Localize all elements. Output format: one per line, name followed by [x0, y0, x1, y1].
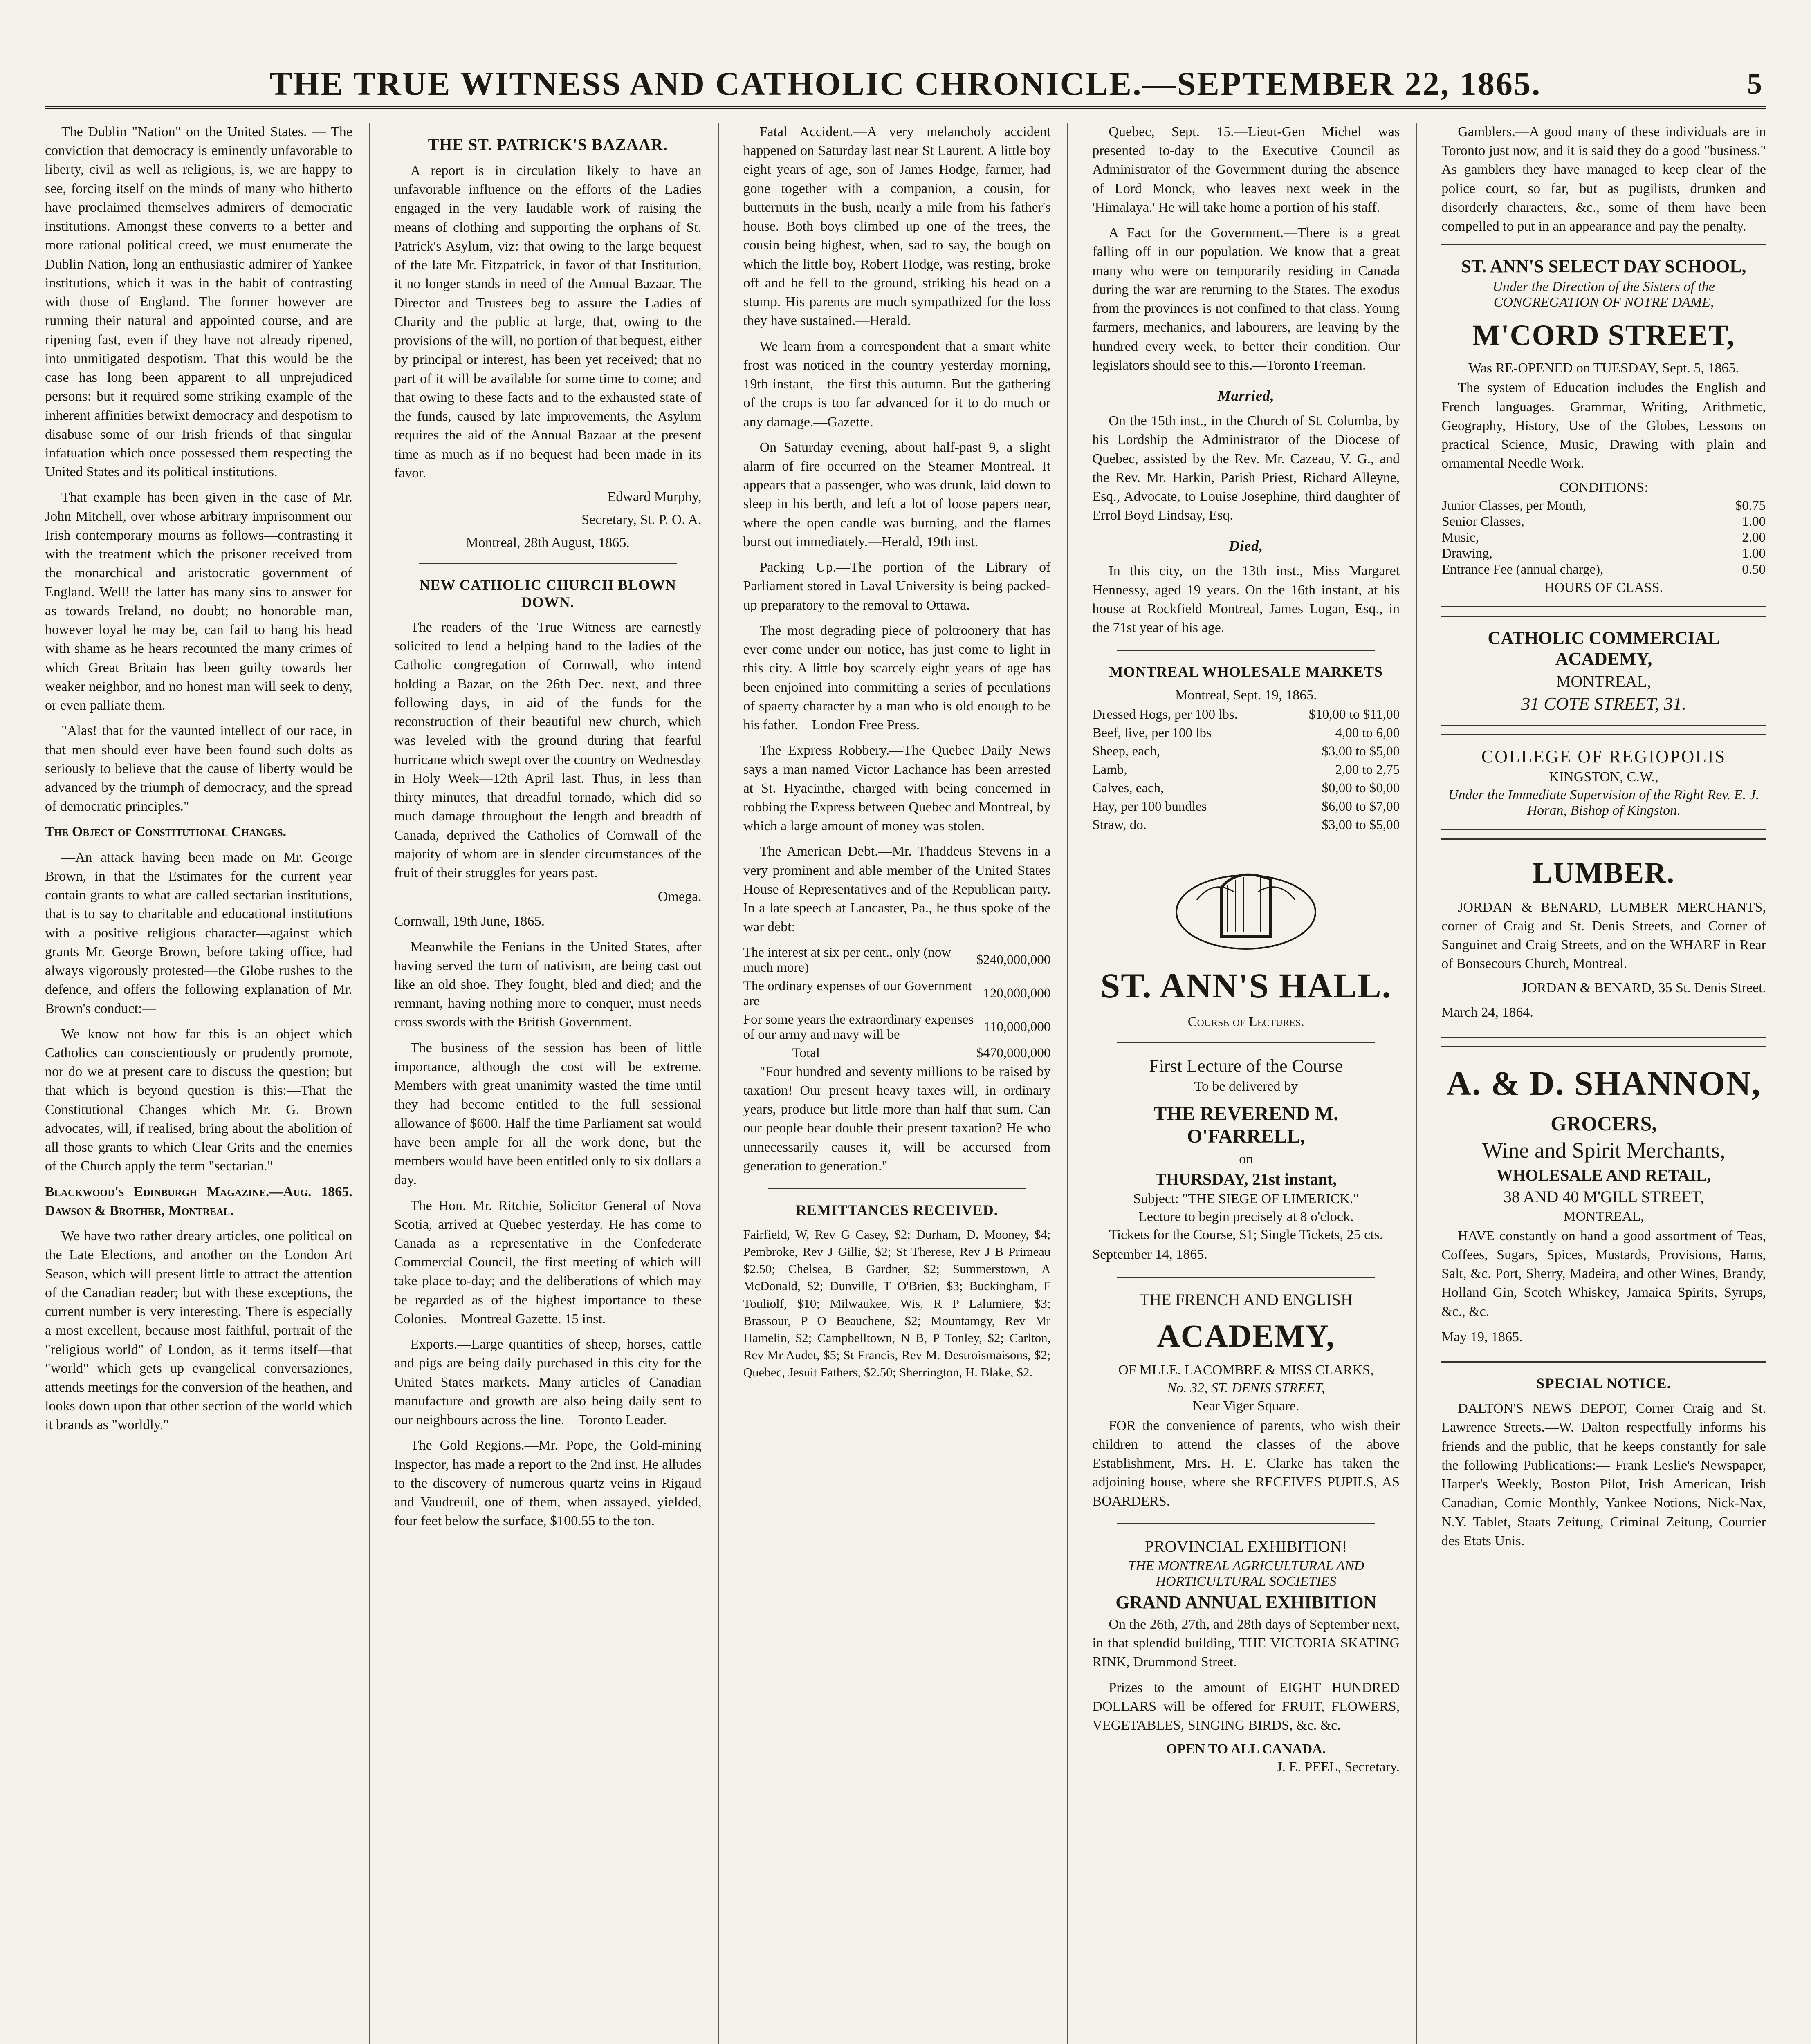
article-robbery: The Express Robbery.—The Quebec Daily News says a man named Victor Lachance has been arrested at St. Hyacinthe, charged with being concerned in robbing the Express between Quebec and Montreal, by which a large amount of money was stolen.	[743, 743, 1051, 834]
debt-row: For some years the extraordinary expenses of our army and navy will be 110,000,000	[743, 1012, 1051, 1042]
market-row: Lamb, 2,00 to 2,75	[1092, 762, 1400, 778]
ad-shannon	[1441, 1046, 1766, 1363]
article-frost: We learn from a correspondent that a smart white frost was noticed in the country yesterday morning, 19th instant,—the first this autumn. But the gathering of the crops is too far advanced for it to do much or any damage.—Gazette.	[743, 338, 1051, 430]
shannon-wine: Wine and Spirit Merchants,	[1482, 1138, 1726, 1163]
lecture-subject: Subject: "THE SIEGE OF LIMERICK."	[1133, 1191, 1359, 1207]
article-constitutional-cont: We know not how far this is an object which Catholics can conscientiously or prudently promote, nor do we at present care to discuss the question; but that which is beyond question is this:—That the Constitutional Changes which Mr. G. Brown advocates, will, if realised, bring about the abolition of all those grants to which Clear Grits and the enemies of the Church apply the term "sectarian."	[45, 1026, 352, 1174]
column-3	[743, 123, 1068, 2044]
shannon-date: May 19, 1865.	[1441, 1329, 1523, 1345]
article-accident: Fatal Accident.—A very melancholy accident happened on Saturday last near St Laurent. A little boy eight years of age, son of James Hodge, farmer, had gone together with a companion, a cousin, for butternuts in the bush, nearly a mile from his father's house. Both boys climbed up one of the trees, the cousin being highest, when, sad to say, the bough on which the little boy, Robert Hodge, was resting, broke off and he fell to the ground, striking his head on a stump. His parents are much sympathized for the loss they have sustained.—Herald.	[743, 124, 1051, 329]
debt-row: The interest at six per cent., only (now much more) $240,000,000	[743, 945, 1051, 975]
article-quebec: Quebec, Sept. 15.—Lieut-Gen Michel was presented to-day to the Executive Council as Administrator of the Government during the absence of Lord Monck, who leaves next week in the 'Himalaya.' He will take home a portion of his staff.	[1092, 124, 1400, 215]
article-gamblers: Gamblers.—A good many of these individuals are in Toronto just now, and it is said they do a good "business." As gamblers they have managed to keep clear of the police court, so far, but as pugilists, drunken and disorderly characters, &c., some of them have been compelled to put in an appearance and pay the penalty.	[1441, 124, 1766, 234]
article-debt-quote: "Four hundred and seventy millions to be raised by taxation! Our present heavy taxes will, in ordinary years, produce but little more than half that sum. Can our people bear double their present taxation? He who unnecessarily causes it, will be accursed from generation to generation."	[743, 1064, 1051, 1174]
page-number: 5	[1747, 67, 1762, 100]
lecture-by: To be delivered by	[1194, 1079, 1298, 1094]
column-5	[1441, 123, 1766, 2044]
exhibition-name: GRAND ANNUAL EXHIBITION	[1115, 1592, 1377, 1612]
market-row: Sheep, each, $3,00 to $5,00	[1092, 744, 1400, 759]
divider	[1117, 1042, 1375, 1043]
lecture-time: Lecture to begin precisely at 8 o'clock.	[1138, 1209, 1354, 1225]
lecture-date: THURSDAY, 21st instant,	[1155, 1170, 1337, 1189]
divider	[768, 1188, 1026, 1189]
lecture-on: on	[1239, 1152, 1253, 1167]
article-fact: A Fact for the Government.—There is a great falling off in our population. We know that a great many who were on temporarily residing in Canada during the war are returning to the States. The exodus from the provinces is not confined to that class. Young farmers, mechanics, and labourers, are leaving by the hundred every week, to better their condition. Our legislators should see to this.—Toronto Freeman.	[1092, 225, 1400, 373]
heading-church: NEW CATHOLIC CHURCH BLOWN DOWN.	[419, 576, 677, 610]
heading-markets: MONTREAL WHOLESALE MARKETS	[1109, 663, 1383, 680]
dateline-cornwall: Cornwall, 19th June, 1865.	[394, 914, 545, 929]
market-row: Straw, do. $3,00 to $5,00	[1092, 818, 1400, 833]
hours-heading: HOURS OF CLASS.	[1544, 580, 1663, 595]
article-blackwood: We have two rather dreary articles, one political on the Late Elections, and another on the London Art Season, which will present little to attract the attention of the Canadian reader; but with these exceptions, the current number is very interesting. There is especially a most excellent, because most faithful, portrait of the "religious world" of London, as it terms itself—that "world" which gets up evangelical conversaziones, attends meetings for the conversion of the heathen, and looks down upon that other section of the world which it brands as "worldly."	[45, 1228, 352, 1433]
college-under: Under the Immediate Supervision of the Right Rev. E. J. Horan, Bishop of Kingston.	[1448, 787, 1759, 818]
hall-title: ST. ANN'S HALL.	[1100, 966, 1392, 1006]
notice-married: On the 15th inst., in the Church of St. Columba, by his Lordship the Administrator of the Diocese of Quebec, assisted by the Rev. Mr. Cazeau, V. G., and the Rev. Mr. Harkin, Parish Priest, Richard Alleyne, Esq., Advocate, to Louise Josephine, third daughter of Errol Boyd Lindsay, Esq.	[1092, 413, 1400, 523]
exhibition-held: On the 26th, 27th, and 28th days of September next, in that splendid building, THE VICTORIA SKATING RINK, Drummond Street.	[1092, 1616, 1400, 1670]
exhibition-open: OPEN TO ALL CANADA.	[1166, 1741, 1326, 1757]
school-direction: Under the Direction of the Sisters of the CONGREGATION OF NOTRE DAME,	[1492, 279, 1715, 310]
lumber-signature: JORDAN & BENARD, 35 St. Denis Street.	[1522, 980, 1766, 995]
article-poltroonery: The most degrading piece of poltroonery that has ever come under our notice, has just come to light in this city. A little boy scarcely eight years of age has been enjoined into committing a series of peculations of spaerty character by a man who is old enough to be his father.—London Free Press.	[743, 623, 1051, 733]
column-4	[1092, 123, 1417, 2044]
column-1	[45, 123, 370, 2044]
exhibition-prizes: Prizes to the amount of EIGHT HUNDRED DOLLARS will be offered for FRUIT, FLOWERS, VEGETABLES, SINGING BIRDS, &c. &c.	[1092, 1680, 1400, 1733]
signature-title: Secretary, St. P. O. A.	[581, 512, 702, 527]
exhibition-societies: THE MONTREAL AGRICULTURAL AND HORTICULTURAL SOCIETIES	[1128, 1558, 1364, 1589]
debt-row: The ordinary expenses of our Government are 120,000,000	[743, 978, 1051, 1009]
heading-died: Died,	[1229, 538, 1263, 554]
article-nation-quote: "Alas! that for the vaunted intellect of our race, in that men should ever have been found such dolts as seriously to believe that the cause of liberty would be advanced by the triumph of democracy, and the spread of democratic principles."	[45, 723, 352, 814]
school-text: The system of Education includes the English and French languages. Grammar, Writing, Arithmetic, Geography, History, Use of the Globes, Lessons on practical Science, Music, Drawing with plain and ornamental Needle Work.	[1441, 380, 1766, 471]
divider	[1117, 1523, 1375, 1524]
columns	[45, 123, 1766, 2044]
debt-row-total: Total $470,000,000	[792, 1045, 1051, 1060]
article-church: The readers of the True Witness are earnestly solicited to lend a helping hand to the ladies of the Catholic congregation of Cornwall, who intend holding a Bazar, on the 26th Dec. next, and three following days, in aid of the funds for the reconstruction of their beautiful new church, which was leveled with the ground during that fearful hurricane which swept over the country on Wednesday in Holy Week—12th April last. Thus, in less than thirty minutes, that dreadful tornado, which did so much damage throughout the length and breadth of Canada, deprived the Catholics of Cornwall of the majority of whom are in slender circumstances of the fruit of their struggles for years past.	[394, 619, 702, 881]
newspaper-title: THE TRUE WITNESS AND CATHOLIC CHRONICLE.—SEPTEMBER 22, 1865.	[269, 65, 1542, 102]
lecture-heading: First Lecture of the Course	[1149, 1056, 1343, 1076]
shannon-text: HAVE constantly on hand a good assortment of Teas, Coffees, Sugars, Spices, Mustards, Provisions, Hams, Salt, &c. Port, Sherry, Madeira, and other Wines, Brandy, Holland Gin, Scotch Whiskey, Jamaica Spirits, Syrups, &c., &c.	[1441, 1228, 1766, 1319]
lumber-date: March 24, 1864.	[1441, 1004, 1533, 1020]
heading-married: Married,	[1217, 388, 1275, 404]
article-exports: Exports.—Large quantities of sheep, horses, cattle and pigs are being daily purchased in this city for the United States markets. Many articles of Canadian manufacture and growth are also being daily sent to our neighbours across the line.—Toronto Leader.	[394, 1337, 702, 1428]
college-title: COLLEGE OF REGIOPOLIS	[1481, 746, 1726, 766]
academy-near: Near Viger Square.	[1192, 1398, 1299, 1414]
college-city: KINGSTON, C.W.,	[1549, 769, 1658, 784]
shannon-address: 38 AND 40 M'GILL STREET,	[1503, 1187, 1704, 1206]
heading-constitutional: The Object of Constitutional Changes.	[45, 824, 287, 840]
market-row: Hay, per 100 bundles $6,00 to $7,00	[1092, 799, 1400, 814]
catholic-city: MONTREAL,	[1556, 672, 1652, 690]
market-row: Beef, live, per 100 lbs 4,00 to 6,00	[1092, 726, 1400, 741]
article-debt: The American Debt.—Mr. Thaddeus Stevens in a very prominent and able member of the United States House of Representatives and of the Republican party. In a late speech at Lancaster, Pa., he thus spoke of the war debt:—	[743, 844, 1051, 935]
signature-date: Montreal, 28th August, 1865.	[466, 535, 630, 550]
divider	[419, 563, 677, 564]
lumber-text: JORDAN & BENARD, LUMBER MERCHANTS, corner of Craig and St. Denis Streets, and Corner of Sanguinet and Craig Streets, and on the WHARF in Rear of Bonsecours Church, Montreal.	[1441, 899, 1766, 972]
academy-heading: THE FRENCH AND ENGLISH	[1139, 1290, 1353, 1309]
exhibition-heading: PROVINCIAL EXHIBITION!	[1144, 1537, 1347, 1555]
divider	[1117, 1277, 1375, 1278]
heading-bazaar: THE ST. PATRICK'S BAZAAR.	[428, 135, 668, 154]
article-ritchie: The Hon. Mr. Ritchie, Solicitor General of Nova Scotia, arrived at Quebec yesterday. He has come to Canada as a representative in the Confederate Commercial Council, the first meeting of which will take place to-day; and the deliberations of which may be regarded as of the highest importance to these Colonies.—Montreal Gazette. 15 inst.	[394, 1198, 702, 1327]
heading-remittances: REMITTANCES RECEIVED.	[796, 1202, 998, 1219]
article-gold: The Gold Regions.—Mr. Pope, the Gold-mining Inspector, has made a report to the 2nd inst. He alludes to the discovery of numerous quartz veins in Rigaud and Vaudreuil, one of them, when assayed, yielded, four feet below the surface, $100.55 to the ton.	[394, 1438, 702, 1529]
lumber-title: LUMBER.	[1533, 856, 1675, 889]
article-constitutional: —An attack having been made on Mr. George Brown, in that the Estimates for the current year contain grants to what are called sectarian institutions, that is to say to charitable and educational institutions with a positive religious character—against which grants Mr. George Brown, before taking office, had always vigorously protested—the Globe rushes to the defence, and offers the following explanation of Mr. Brown's conduct:—	[45, 849, 352, 1016]
school-title: ST. ANN'S SELECT DAY SCHOOL,	[1461, 256, 1746, 277]
market-row: Dressed Hogs, per 100 lbs. $10,00 to $11,00	[1092, 707, 1400, 722]
lecturer-name: THE REVEREND M. O'FARRELL,	[1153, 1103, 1339, 1148]
heading-special-notice: SPECIAL NOTICE.	[1536, 1375, 1671, 1392]
conditions-heading: CONDITIONS:	[1559, 480, 1648, 495]
catholic-street: 31 COTE STREET, 31.	[1521, 693, 1686, 714]
article-nation: The Dublin "Nation" on the United States. — The conviction that democracy is eminently unfavorable to liberty, civil as well as religious, is, we are happy to see, forcing itself on the minds of many who hitherto have proclaimed themselves admirers of democratic institutions. Amongst these converts to a better and more rational political creed, we must enumerate the Dublin Nation, long an enthusiastic admirer of Yankee institutions, which it was in the habit of contrasting with those of England. The former however are running their natural and appointed course, and are ripening fast, even if they have not already ripened, into unmitigated despotism. That this would be the case has long been apparent to all unprejudiced persons: but it required some striking example of the inherent affinities betwixt democracy and despotism to disabuse some of our Irish friends of that singular infatuation which once possessed them respecting the United States and its political institutions.	[45, 124, 352, 480]
academy-address: No. 32, ST. DENIS STREET,	[1167, 1380, 1325, 1396]
ad-catholic-academy	[1441, 616, 1766, 726]
fee-row: Junior Classes, per Month, $0.75	[1442, 498, 1766, 513]
article-fire: On Saturday evening, about half-past 9, a slight alarm of fire occurred on the Steamer Montreal. It appears that a passenger, who was drunk, laid down to sleep in his berth, and left a lot of loose papers near, where the open candle was burning, and the flames burst out immediately.—Herald, 19th inst.	[743, 439, 1051, 549]
shannon-title: A. & D. SHANNON,	[1446, 1064, 1761, 1103]
harp-emblem-icon	[1092, 851, 1400, 957]
fee-row: Music, 2.00	[1442, 530, 1766, 545]
catholic-title: CATHOLIC COMMERCIAL ACADEMY,	[1488, 628, 1720, 669]
debt-table	[743, 944, 1051, 1062]
ad-regiopolis	[1441, 734, 1766, 830]
fee-row: Senior Classes, 1.00	[1442, 514, 1766, 529]
hall-subtitle: Course of Lectures.	[1187, 1014, 1304, 1030]
academy-name: ACADEMY,	[1157, 1318, 1335, 1354]
market-date: Montreal, Sept. 19, 1865.	[1175, 688, 1317, 703]
shannon-grocers: GROCERS,	[1551, 1112, 1657, 1135]
exhibition-signature: J. E. PEEL, Secretary.	[1277, 1759, 1400, 1775]
signature-omega: Omega.	[658, 889, 702, 905]
lecture-dated: September 14, 1865.	[1092, 1247, 1207, 1262]
heading-blackwood: Blackwood's Edinburgh Magazine.—Aug. 1865. Dawson & Brother, Montreal.	[45, 1184, 352, 1218]
notice-died: In this city, on the 13th inst., Miss Margaret Hennessy, aged 19 years. On the 16th instant, at his house at Rockfield Montreal, James Logan, Esq., in the 71st year of his age.	[1092, 563, 1400, 636]
academy-text: FOR the convenience of parents, who wish their children to attend the classes of the above Establishment, Mrs. H. E. Clarke has taken the adjoining house, where she RECEIVES PUPILS, AS BOARDERS.	[1092, 1418, 1400, 1509]
fee-row: Drawing, 1.00	[1442, 546, 1766, 561]
fees-table	[1441, 498, 1766, 578]
ad-lumber	[1441, 838, 1766, 1038]
school-street: M'CORD STREET,	[1472, 319, 1735, 352]
notice-dalton: DALTON'S NEWS DEPOT, Corner Craig and St. Lawrence Streets.—W. Dalton respectfully informs his friends and the public, that he keeps constantly for sale the following Publications:— Frank Leslie's Newspaper, Harper's Weekly, Boston Pilot, Irish American, Irish Canadian, Comic Monthly, Yankee Notions, Nick-Nax, N.Y. Tablet, Staats Zeitung, Criminal Zeitung, Courrier des Etats Unis.	[1441, 1401, 1766, 1549]
shannon-wholesale: WHOLESALE AND RETAIL,	[1496, 1165, 1711, 1184]
lecture-tickets: Tickets for the Course, $1; Single Tickets, 25 cts.	[1109, 1227, 1383, 1243]
masthead	[45, 61, 1766, 109]
school-reopened: Was RE-OPENED on TUESDAY, Sept. 5, 1865.	[1468, 361, 1739, 376]
signature-name: Edward Murphy,	[607, 489, 702, 504]
remittances-list: Fairfield, W, Rev G Casey, $2; Durham, D. Mooney, $4; Pembroke, Rev J Gillie, $2; St Therese, Rev J B Primeau $2.50; Chelsea, B Gardner, $2; Summerstown, A McDonald, $2; Dunville, T O'Brien, $3; Buckingham, F Touliolf, $10; Milwaukee, Wis, R P Lalumiere, $3; Brassour, P O Beauchene, $2; Mountamgy, Rev Mr Hamelin, $2; Campbelltown, N B, P Tonley, $2; Carlton, Rev Mr Audet, $5; St Francis, Rev M. Destroismaisons, $2; Quebec, Jesuit Fathers, $2.50; Sherrington, H. Blake, $2.	[743, 1227, 1051, 1380]
article-packing: Packing Up.—The portion of the Library of Parliament stored in Laval University is being packed-up preparatory to the removal to Ottawa.	[743, 560, 1051, 613]
shannon-city: MONTREAL,	[1563, 1208, 1644, 1224]
market-table	[1092, 706, 1400, 834]
article-session: The business of the session has been of little importance, although the cost will be extreme. Members with great unanimity wasted the time until they had become entitled to the full sessional allowance of $600. Half the time Parliament sat would have been ample for all the work done, but the members would have been entitled only to six dollars a day.	[394, 1040, 702, 1188]
article-fenians: Meanwhile the Fenians in the United States, after having served the turn of nativism, are being cast out like an old shoe. They fought, bled and died; and the remnant, having nothing more to conquer, must needs cross swords with the British Government.	[394, 939, 702, 1030]
market-row: Calves, each, $0,00 to $0,00	[1092, 781, 1400, 796]
fee-row: Entrance Fee (annual charge), 0.50	[1442, 562, 1766, 577]
divider	[1117, 650, 1375, 651]
academy-of: OF MLLE. LACOMBRE & MISS CLARKS,	[1118, 1362, 1374, 1378]
column-2	[394, 123, 719, 2044]
article-bazaar: A report is in circulation likely to have an unfavorable influence on the efforts of the Ladies engaged in the very laudable work of raising the means of clothing and supporting the orphans of St. Patrick's Asylum, viz: that owing to the large bequest of the late Mr. Fitzpatrick, in favor of that Institution, it no longer stands in need of the Annual Bazaar. The Director and Trustees beg to assure the Ladies of Charity and the public at large, that, owing to the provisions of the will, no portion of that bequest, either by principal or interest, has been yet received; that no part of it will be available for some time to come; and that owing to these facts and to the exhausted state of the funds, caused by late improvements, the Asylum requires the aid of the Annual Bazaar at the present time as much as if no bequest had been made in its favor.	[394, 163, 702, 481]
ad-select-school	[1441, 244, 1766, 607]
article-nation-cont: That example has been given in the case of Mr. John Mitchell, over whose arbitrary imprisonment our Irish contemporary mourns as follows—contrasting it with the treatment which the prisoner received from the monarchical and aristocratic government of England. Well! the latter has many sins to answer for as towards Ireland, no doubt; no honorable man, however loyal he may be, can fail to hang his head with shame as he hears recounted the many crimes of which Great Britain has been guilty towards her weaker neighbor, and no honest man will seek to deny, or even palliate them.	[45, 490, 352, 713]
